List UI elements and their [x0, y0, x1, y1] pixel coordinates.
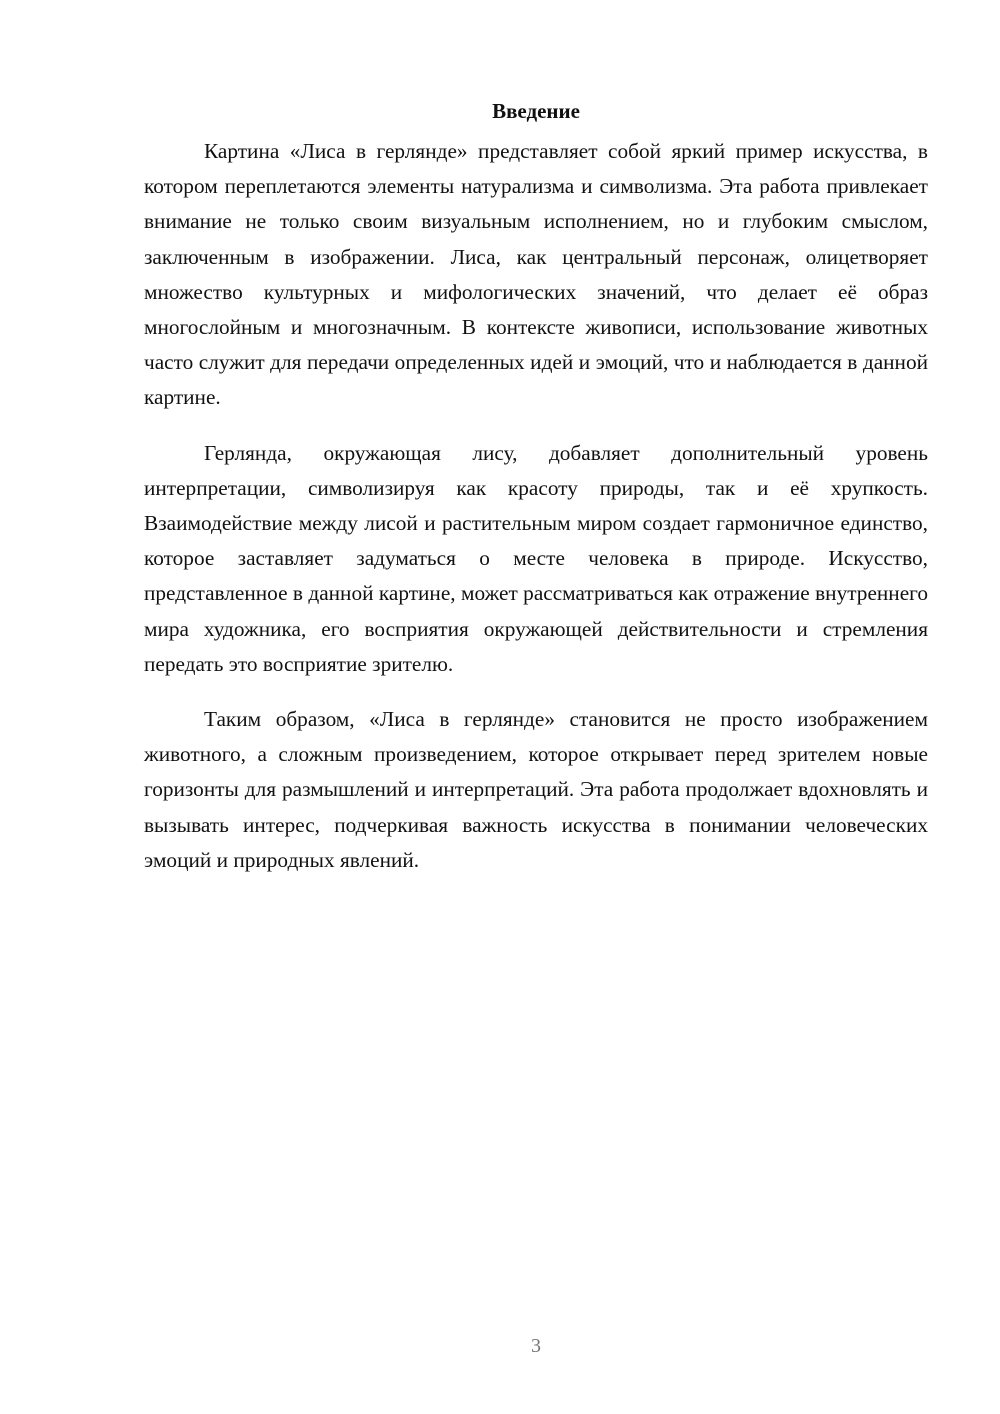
- page-number: 3: [531, 1335, 541, 1357]
- document-body: [144, 96, 928, 878]
- paragraph-3: Таким образом, «Лиса в герлянде» становится не просто изображением животного, а сложным произведением, которое открывает перед зрителем новые горизонты для размышлений и интерпретаций. Эта работа продолжает вдохновлять и вызывать интерес, подчеркивая важность искусства в понимании человеческих эмоций и природных явлений.: [144, 707, 928, 872]
- paragraph-1: Картина «Лиса в герлянде» представляет собой яркий пример искусства, в котором переплетаются элементы натурализма и символизма. Эта работа привлекает внимание не только своим визуальным исполнением, но и глубоким смыслом, заключенным в изображении. Лиса, как центральный персонаж, олицетворяет множество культурных и мифологических значений, что делает её образ многослойным и многозначным. В контексте живописи, использование животных часто служит для передачи определенных идей и эмоций, что и наблюдается в данной картине.: [144, 139, 928, 410]
- section-title: Введение: [492, 99, 580, 123]
- paragraph-2: Герлянда, окружающая лису, добавляет дополнительный уровень интерпретации, символизируя как красоту природы, так и её хрупкость. Взаимодействие между лисой и растительным миром создает гармоничное единство, которое заставляет задуматься о месте человека в природе. Искусство, представленное в данной картине, может рассматриваться как отражение внутреннего мира художника, его восприятия окружающей действительности и стремления передать это восприятие зрителю.: [144, 440, 928, 676]
